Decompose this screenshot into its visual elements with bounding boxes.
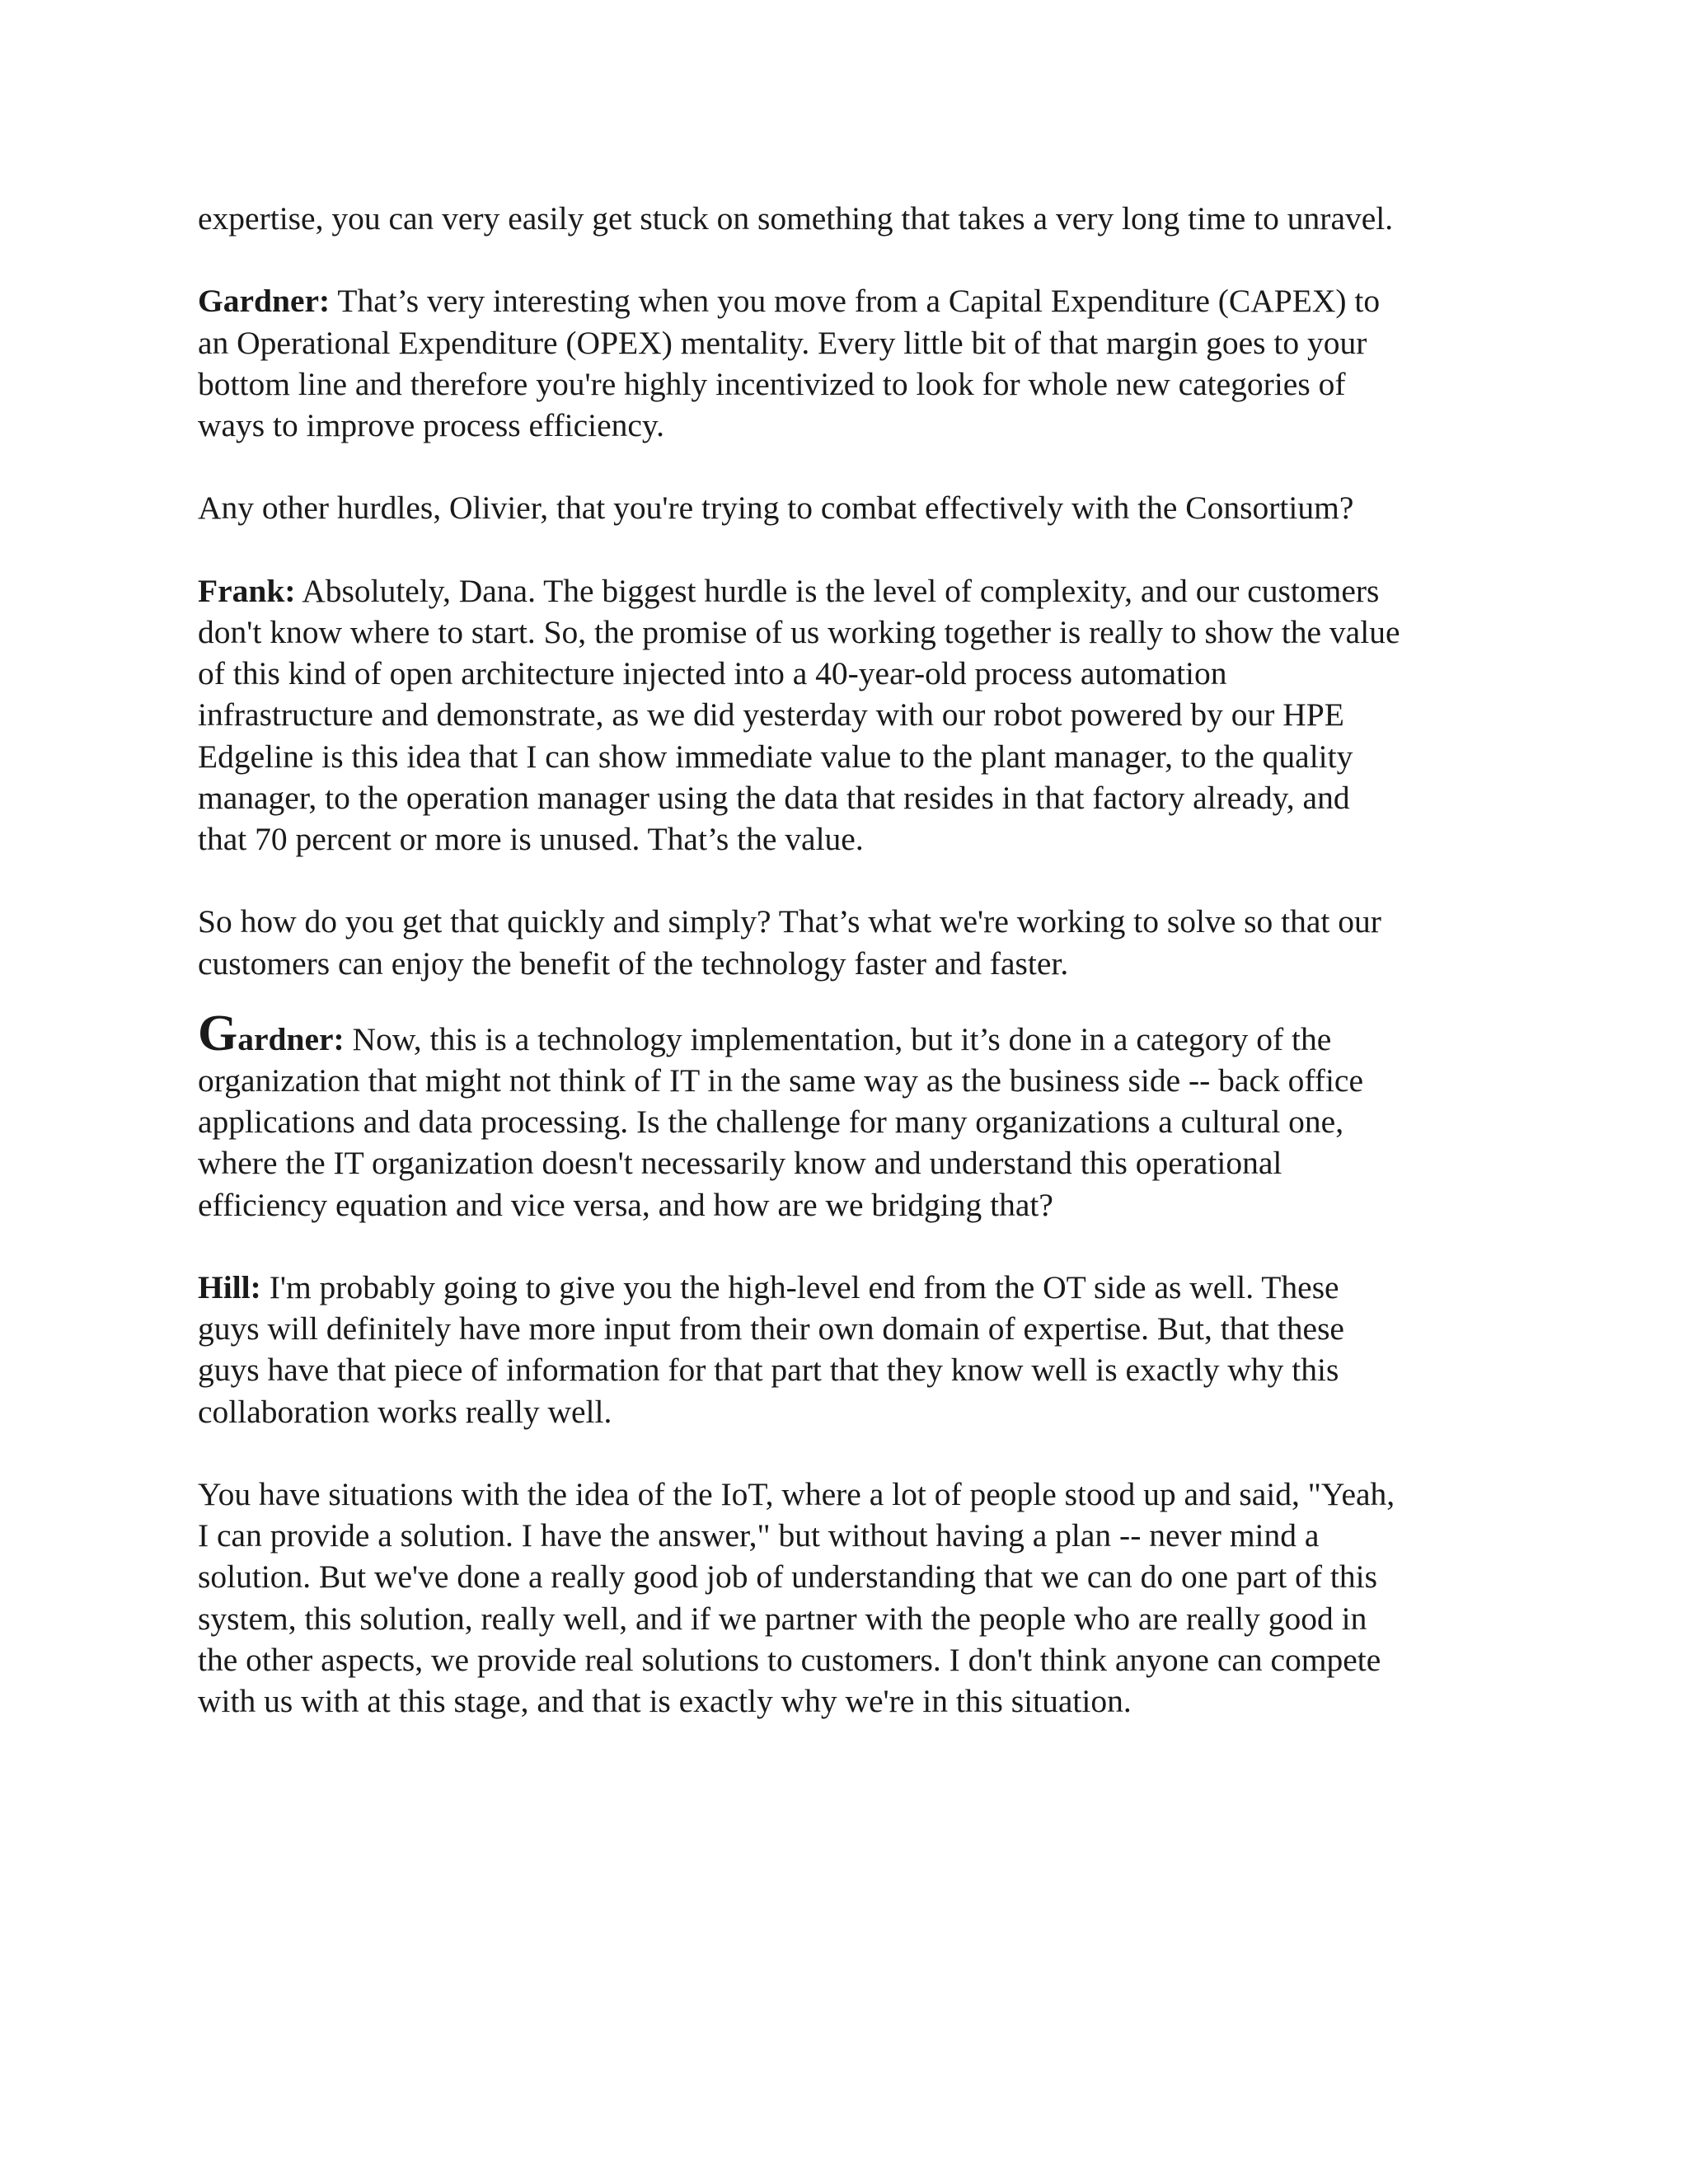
speaker-label: Gardner: <box>198 283 331 320</box>
paragraph-continuation <box>198 198 1401 239</box>
speaker-label: Hill: <box>198 1269 261 1305</box>
paragraph-gardner-capex <box>198 280 1401 446</box>
paragraph-frank-followup <box>198 901 1401 983</box>
paragraph-text: expertise, you can very easily get stuck on something that takes a very long time to unravel. <box>198 200 1394 237</box>
speaker-label: Frank: <box>198 572 296 609</box>
drop-cap: G <box>198 1005 238 1062</box>
paragraph-frank-answer <box>198 570 1401 860</box>
paragraph-gardner-culture <box>198 1005 1401 1226</box>
paragraph-text: That’s very interesting when you move from a Capital Expenditure (CAPEX) to an Operational Expenditure (OPEX) mentality. Every little bit of that margin goes to your bottom line and therefore you're highly incentivized to look for whole new categories of ways to improve process efficiency. <box>198 283 1381 443</box>
document-page <box>198 198 1401 1763</box>
speaker-label: ardner: <box>237 1020 345 1057</box>
paragraph-text: Absolutely, Dana. The biggest hurdle is the level of complexity, and our customers don't know where to start. So, the promise of us working together is really to show the value of this kind of open architecture injected into a 40-year-old process automation infrastructure and demonstrate, as we did yesterday with our robot powered by our HPE Edgeline is this idea that I can show immediate value to the plant manager, to the quality manager, to the operation manager using the data that resides in that factory already, and that 70 percent or more is unused. That’s the value. <box>198 572 1400 857</box>
paragraph-hurdles-question <box>198 487 1401 528</box>
paragraph-text: I'm probably going to give you the high-level end from the OT side as well. These guys will definitely have more input from their own domain of expertise. But, that these guys have that piece of information for that part that they know well is exactly why this collaboration works really well. <box>198 1269 1344 1430</box>
paragraph-text: Now, this is a technology implementation, but it’s done in a category of the organization that might not think of IT in the same way as the business side -- back office applications and data processing. Is the challenge for many organizations a cultural one, where the IT organization doesn't necessarily know and understand this operational efficiency equation and vice versa, and how are we bridging that? <box>198 1020 1363 1223</box>
paragraph-text: So how do you get that quickly and simply? That’s what we're working to solve so that our customers can enjoy the benefit of the technology faster and faster. <box>198 903 1381 982</box>
paragraph-text: Any other hurdles, Olivier, that you're trying to combat effectively with the Consortium? <box>198 490 1354 527</box>
paragraph-hill-iot <box>198 1474 1401 1722</box>
paragraph-hill-answer <box>198 1267 1401 1432</box>
paragraph-text: You have situations with the idea of the IoT, where a lot of people stood up and said, "Yeah, I can provide a solution. I have the answer," but without having a plan -- never mind a solution. But we've done a really good job of understanding that we can do one part of this system, this solution, really well, and if we partner with the people who are really good in the other aspects, we provide real solutions to customers. I don't think anyone can compete with us with at this stage, and that is exactly why we're in this situation. <box>198 1476 1395 1720</box>
